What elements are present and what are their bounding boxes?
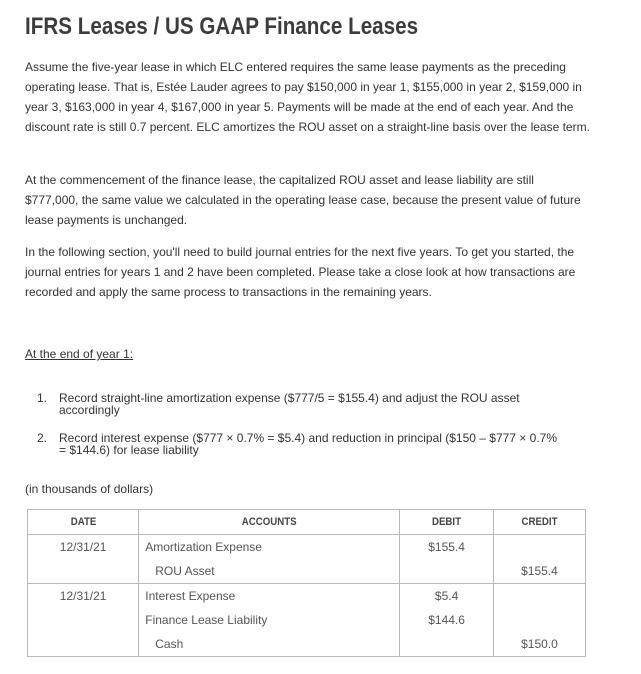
row-credit: $155.4: [493, 559, 585, 584]
row-debit: [400, 559, 494, 584]
table-row: [28, 559, 586, 584]
table-row: [28, 535, 586, 560]
step-number: 1.: [37, 391, 48, 405]
row-credit: [493, 584, 585, 609]
row-debit: $155.4: [400, 535, 494, 560]
accounts-header: ACCOUNTS: [139, 510, 400, 535]
table-row: [28, 584, 586, 609]
step-item: [25, 432, 565, 456]
commencement-paragraph: At the commencement of the finance lease, the capitalized ROU asset and lease liability are still $777,000, the same value we calculated in the operating lease case, because the present value of future lease payments is unchanged.: [25, 173, 581, 227]
page-title: IFRS Leases / US GAAP Finance Leases: [25, 13, 419, 40]
instructions-paragraph: In the following section, you'll need to build journal entries for the next five years. To get you started, the journal entries for years 1 and 2 have been completed. Please take a close look at how transactions are recorded and apply the same process to transactions in the remaining years.: [25, 245, 576, 299]
row-credit: [493, 535, 585, 560]
row-credit: [493, 608, 585, 632]
row-account: Finance Lease Liability: [139, 608, 400, 632]
table-row: [28, 632, 586, 657]
row-date: [28, 608, 139, 632]
units-note: (in thousands of dollars): [25, 482, 154, 496]
row-date: [28, 559, 139, 584]
row-date: 12/31/21: [28, 584, 139, 609]
row-debit: $5.4: [400, 584, 494, 609]
year-1-subheading: At the end of year 1:: [25, 347, 134, 361]
credit-header: CREDIT: [493, 510, 585, 535]
table-header-row: [28, 510, 586, 535]
row-account: Interest Expense: [139, 584, 400, 609]
row-date: 12/31/21: [28, 535, 139, 560]
steps-list: [25, 392, 565, 456]
step-text: Record interest expense ($777 × 0.7% = $5.4) and reduction in principal ($150 – $777 × 0.7% = $144.6) for lease liability: [59, 431, 557, 457]
row-debit: [400, 632, 494, 657]
journal-entries-table: [27, 509, 586, 657]
row-account: ROU Asset: [139, 559, 400, 584]
row-account: Cash: [139, 632, 400, 657]
row-credit: $150.0: [493, 632, 585, 657]
step-text: Record straight-line amortization expense ($777/5 = $155.4) and adjust the ROU asset accordingly: [59, 391, 520, 417]
debit-header: DEBIT: [400, 510, 494, 535]
date-header: DATE: [28, 510, 139, 535]
table-row: [28, 608, 586, 632]
row-debit: $144.6: [400, 608, 494, 632]
step-number: 2.: [37, 431, 48, 445]
step-item: [25, 392, 565, 416]
row-date: [28, 632, 139, 657]
intro-paragraph: Assume the five-year lease in which ELC entered requires the same lease payments as the preceding operating lease. That is, Estée Lauder agrees to pay $150,000 in year 1, $155,000 in year 2, $159,000 in year 3, $163,000 in year 4, $167,000 in year 5. Payments will be made at the end of each year. And the discount rate is still 0.7 percent. ELC amortizes the ROU asset on a straight-line basis over the lease term.: [25, 60, 590, 134]
row-account: Amortization Expense: [139, 535, 400, 560]
